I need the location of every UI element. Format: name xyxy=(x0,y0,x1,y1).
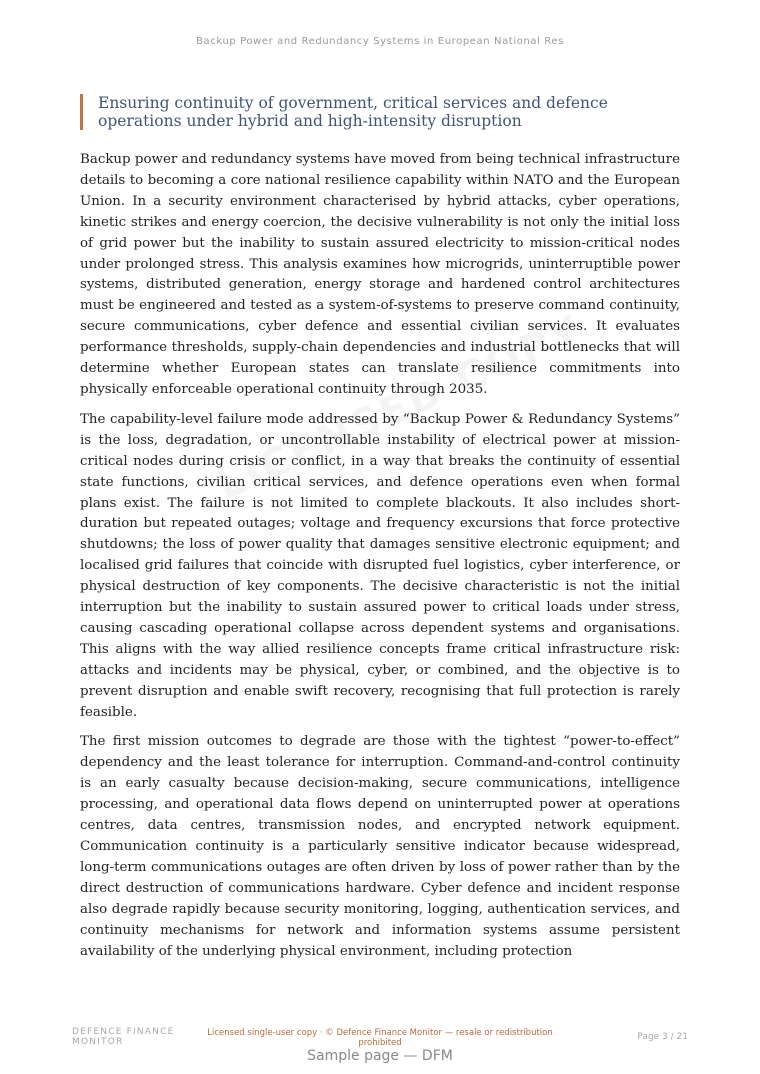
document-subtitle: Ensuring continuity of government, critical services and defence operations under hybrid and high-intensity disruption xyxy=(98,94,608,130)
subtitle-block xyxy=(80,94,658,130)
body-text xyxy=(80,150,680,971)
running-header: Backup Power and Redundancy Systems in European National Res xyxy=(196,36,564,47)
page-number: Page 3 / 21 xyxy=(637,1032,688,1042)
paragraph: Backup power and redundancy systems have moved from being technical infrastructure details to becoming a core national resilience capability within NATO and the European Union. In a security environment characterised by hybrid attacks, cyber operations, kinetic strikes and energy coercion, the decisive vulnerability is not only the initial loss of grid power but the inability to sustain assured electricity to mission-critical nodes under prolonged stress. This analysis examines how microgrids, uninterruptible power systems, distributed generation, energy storage and hardened control architectures must be engineered and tested as a system-of-systems to preserve command continuity, secure communications, cyber defence and essential civilian services. It evaluates performance thresholds, supply-chain dependencies and industrial bottlenecks that will determine whether European states can translate resilience commitments into physically enforceable operational continuity through 2035. xyxy=(80,152,680,397)
footer-brand: DEFENCE FINANCE MONITOR xyxy=(72,1027,175,1047)
paragraph: The capability-level failure mode addressed by “Backup Power & Redundancy Systems” is the loss, degradation, or uncontrollable instability of electrical power at mission-critical nodes during crisis or conflict, in a way that breaks the continuity of essential state functions, civilian critical services, and defence operations even when formal plans exist. The failure is not limited to complete blackouts. It also includes short-duration but repeated outages; voltage and frequency excursions that force protective shutdowns; the loss of power quality that damages sensitive electronic equipment; and localised grid failures that coincide with disrupted fuel logistics, cyber interference, or physical destruction of key components. The decisive characteristic is not the initial interruption but the inability to sustain assured power to critical loads under stress, causing cascading operational collapse across dependent systems and organisations. This aligns with the way allied resilience concepts frame critical infrastructure risk: attacks and incidents may be physical, cyber, or combined, and the objective is to prevent disruption and enable swift recovery, recognising that full protection is rarely feasible. xyxy=(80,411,680,720)
footer-license-notice: Licensed single-user copy · © Defence Finance Monitor — resale or redistribution prohibited xyxy=(207,1028,553,1048)
sample-page-label: Sample page — DFM xyxy=(307,1048,453,1064)
paragraph: The first mission outcomes to degrade are those with the tightest “power-to-effect” dependency and the least tolerance for interruption. Command-and-control continuity is an early casualty because decision-making, secure communications, intelligence processing, and operational data flows depend on uninterrupted power at operations centres, data centres, transmission nodes, and encrypted network equipment. Communication continuity is a particularly sensitive indicator because widespread, long-term communications outages are often driven by loss of power rather than by the direct destruction of communications hardware. Cyber defence and incident response also degrade rapidly because security monitoring, logging, authentication services, and continuity mechanisms for network and information systems assume persistent availability of the underlying physical environment, including protection xyxy=(80,734,680,959)
